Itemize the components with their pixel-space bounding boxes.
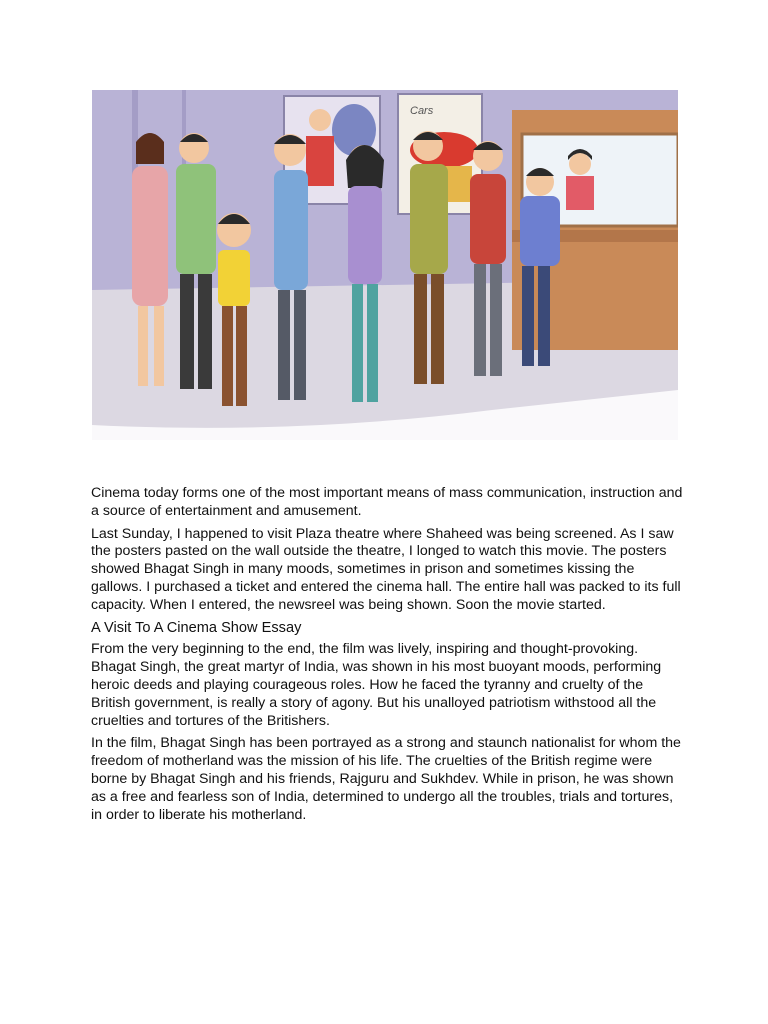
paragraph-4: In the film, Bhagat Singh has been portrayed as a strong and staunch nationalist for whom the freedom of motherland was the mission of his life. The cruelties of the British regime were borne by Bhagat Singh and his friends, Rajguru and Sukhdev. While in prison, he was shown as a free and fearless son of India, determined to undergo all the troubles, trials and tortures, in order to liberate his motherland. xyxy=(91,735,681,823)
paragraph-2: Last Sunday, I happened to visit Plaza theatre where Shaheed was being screened. As I saw the posters pasted on the wall outside the theatre, I longed to watch this movie. The posters showed Bhagat Singh in many moods, sometimes in prison and sometimes kissing the gallows. I purchased a ticket and entered the cinema hall. The entire hall was packed to its full capacity. When I entered, the newsreel was being shown. Soon the movie started. xyxy=(91,525,681,613)
paragraph-3: From the very beginning to the end, the film was lively, inspiring and thought-provoking. Bhagat Singh, the great martyr of India, was shown in his most buoyant moods, performing heroic deeds and playing courageous roles. How he faced the tyranny and cruelty of the British government, is really a story of agony. But his unalloyed patriotism withstood all the cruelties and tortures of the Britishers. xyxy=(91,641,662,729)
cinema-queue-illustration xyxy=(92,90,678,440)
essay-subheading: A Visit To A Cinema Show Essay xyxy=(91,619,302,636)
essay-text xyxy=(91,485,686,829)
paragraph-1: Cinema today forms one of the most important means of mass communication, instruction and a source of entertainment and amusement. xyxy=(91,485,683,519)
poster-cars-text: Cars xyxy=(410,105,434,117)
